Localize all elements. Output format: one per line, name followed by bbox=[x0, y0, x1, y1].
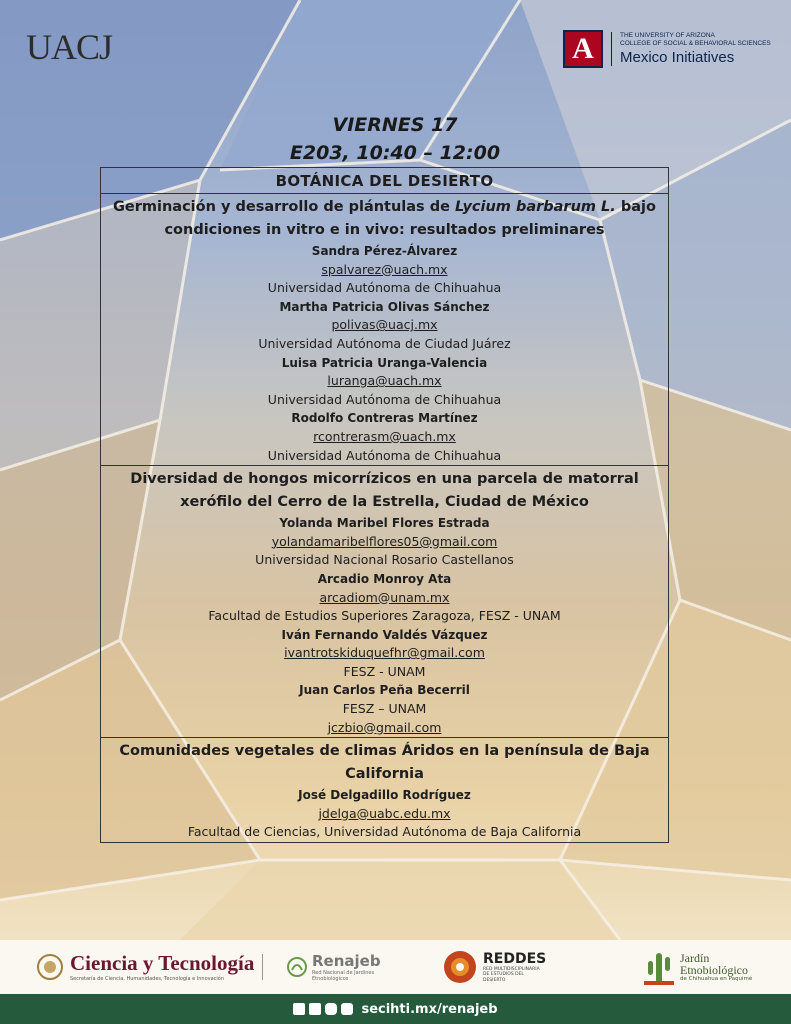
author-email[interactable]: yolandamaribelflores05@gmail.com bbox=[271, 533, 498, 549]
talk-block bbox=[101, 738, 668, 842]
mexico-seal-icon bbox=[36, 953, 64, 981]
author-affiliation: Universidad Autónoma de Chihuahua bbox=[267, 447, 502, 463]
author-email[interactable]: jdelga@uabc.edu.mx bbox=[318, 805, 451, 821]
ciencia-tecnologia-subtitle: Secretaría de Ciencia, Humanidades, Tecnología e Innovación bbox=[70, 976, 225, 982]
author-email[interactable]: arcadiom@unam.mx bbox=[319, 589, 450, 605]
facebook-icon[interactable] bbox=[293, 1003, 305, 1015]
university-of-arizona-logo bbox=[563, 30, 771, 68]
author-name: Martha Patricia Olivas Sánchez bbox=[279, 299, 490, 314]
arizona-logo-title: Mexico Initiatives bbox=[620, 49, 735, 66]
author-affiliation: Facultad de Ciencias, Universidad Autónoma de Baja California bbox=[187, 824, 582, 840]
talk-title-text: Diversidad de hongos micorrízicos en una parcela de matorral xerófilo del Cerro de la Estrella, Ciudad de México bbox=[130, 471, 639, 511]
author-affiliation: Universidad Autónoma de Chihuahua bbox=[267, 391, 502, 407]
footer-logos bbox=[0, 940, 791, 994]
renajeb-subtitle: Red Nacional de Jardines Etnobiológicos bbox=[312, 970, 375, 982]
ciencia-tecnologia-logo bbox=[36, 940, 263, 994]
ciencia-tecnologia-title: Ciencia y Tecnología bbox=[70, 951, 255, 975]
author-affiliation: Universidad Autónoma de Ciudad Juárez bbox=[258, 335, 511, 351]
talk-title bbox=[107, 196, 662, 242]
author-name: Yolanda Maribel Flores Estrada bbox=[279, 516, 490, 531]
session-room-time: E203, 10:40 – 12:00 bbox=[289, 142, 501, 164]
author-email[interactable]: spalvarez@uach.mx bbox=[321, 261, 448, 277]
author-name: Rodolfo Contreras Martínez bbox=[291, 411, 478, 426]
author-name: Sandra Pérez-Álvarez bbox=[311, 244, 458, 258]
renajeb-title: Renajeb bbox=[312, 952, 381, 970]
author-email[interactable]: polivas@uacj.mx bbox=[331, 317, 438, 333]
talk-title-species: Lycium barbarum L. bbox=[455, 199, 616, 215]
talk-list bbox=[101, 194, 668, 842]
talk-block bbox=[101, 194, 668, 466]
uacj-logo: UACJ bbox=[26, 27, 113, 67]
cactus-icon bbox=[642, 947, 676, 987]
reddes-sun-icon bbox=[442, 949, 478, 985]
talk-title-text-end: bajo condiciones in vitro e in vivo: resultados preliminares bbox=[164, 199, 656, 238]
author-email[interactable]: jczbio@gmail.com bbox=[327, 719, 442, 735]
author-name: Juan Carlos Peña Becerril bbox=[299, 683, 470, 698]
talk-title-text: Comunidades vegetales de climas Áridos en la península de Baja California bbox=[119, 743, 650, 783]
author-affiliation: Facultad de Estudios Superiores Zaragoza, FESZ - UNAM bbox=[208, 608, 561, 624]
author-name: José Delgadillo Rodríguez bbox=[298, 788, 471, 803]
session-day: VIERNES 17 bbox=[332, 114, 458, 136]
arizona-logo-text bbox=[611, 32, 771, 66]
talk-block bbox=[101, 466, 668, 738]
author-affiliation: Universidad Autónoma de Chihuahua bbox=[267, 280, 502, 296]
reddes-title: REDDES bbox=[483, 950, 547, 967]
talk-title bbox=[107, 468, 662, 514]
talk-title-text: Germinación y desarrollo de plántulas de bbox=[113, 199, 455, 215]
renajeb-logo bbox=[286, 940, 382, 994]
session-topic: BOTÁNICA DEL DESIERTO bbox=[101, 168, 668, 194]
arizona-logo-line-2: COLLEGE OF SOCIAL & BEHAVIORAL SCIENCES bbox=[620, 40, 771, 47]
arizona-a-mark: A bbox=[563, 30, 603, 68]
footer-url[interactable]: secihti.mx/renajeb bbox=[361, 1001, 498, 1017]
session-table bbox=[100, 167, 669, 843]
author-email[interactable]: ivantrotskiduquefhr@gmail.com bbox=[284, 645, 485, 661]
reddes-subtitle: RED MULTIDISCIPLINARIA DE ESTUDIOS DEL DESIERTO bbox=[483, 966, 540, 983]
jardin-etnobiologico-logo bbox=[642, 940, 760, 994]
jardin-title: Jardín Etnobiológico bbox=[680, 951, 748, 977]
author-email[interactable]: luranga@uach.mx bbox=[327, 373, 442, 389]
jardin-subtitle: de Chihuahua en Paquimé bbox=[680, 976, 753, 982]
author-affiliation: Universidad Nacional Rosario Castellanos bbox=[255, 552, 514, 568]
talk-title bbox=[107, 740, 662, 786]
author-name: Arcadio Monroy Ata bbox=[317, 571, 452, 586]
renajeb-icon bbox=[286, 956, 308, 978]
author-email[interactable]: rcontrerasm@uach.mx bbox=[313, 428, 456, 444]
arizona-logo-line-1: THE UNIVERSITY OF ARIZONA bbox=[620, 32, 715, 39]
author-affiliation: FESZ - UNAM bbox=[343, 663, 426, 679]
reddes-logo bbox=[442, 940, 546, 994]
author-name: Luisa Patricia Uranga-Valencia bbox=[281, 355, 488, 370]
footer-social-bar bbox=[0, 994, 791, 1024]
twitter-icon[interactable] bbox=[309, 1003, 321, 1015]
youtube-icon[interactable] bbox=[341, 1003, 353, 1015]
instagram-icon[interactable] bbox=[325, 1003, 337, 1015]
author-name: Iván Fernando Valdés Vázquez bbox=[281, 627, 488, 642]
author-affiliation: FESZ – UNAM bbox=[342, 701, 427, 717]
